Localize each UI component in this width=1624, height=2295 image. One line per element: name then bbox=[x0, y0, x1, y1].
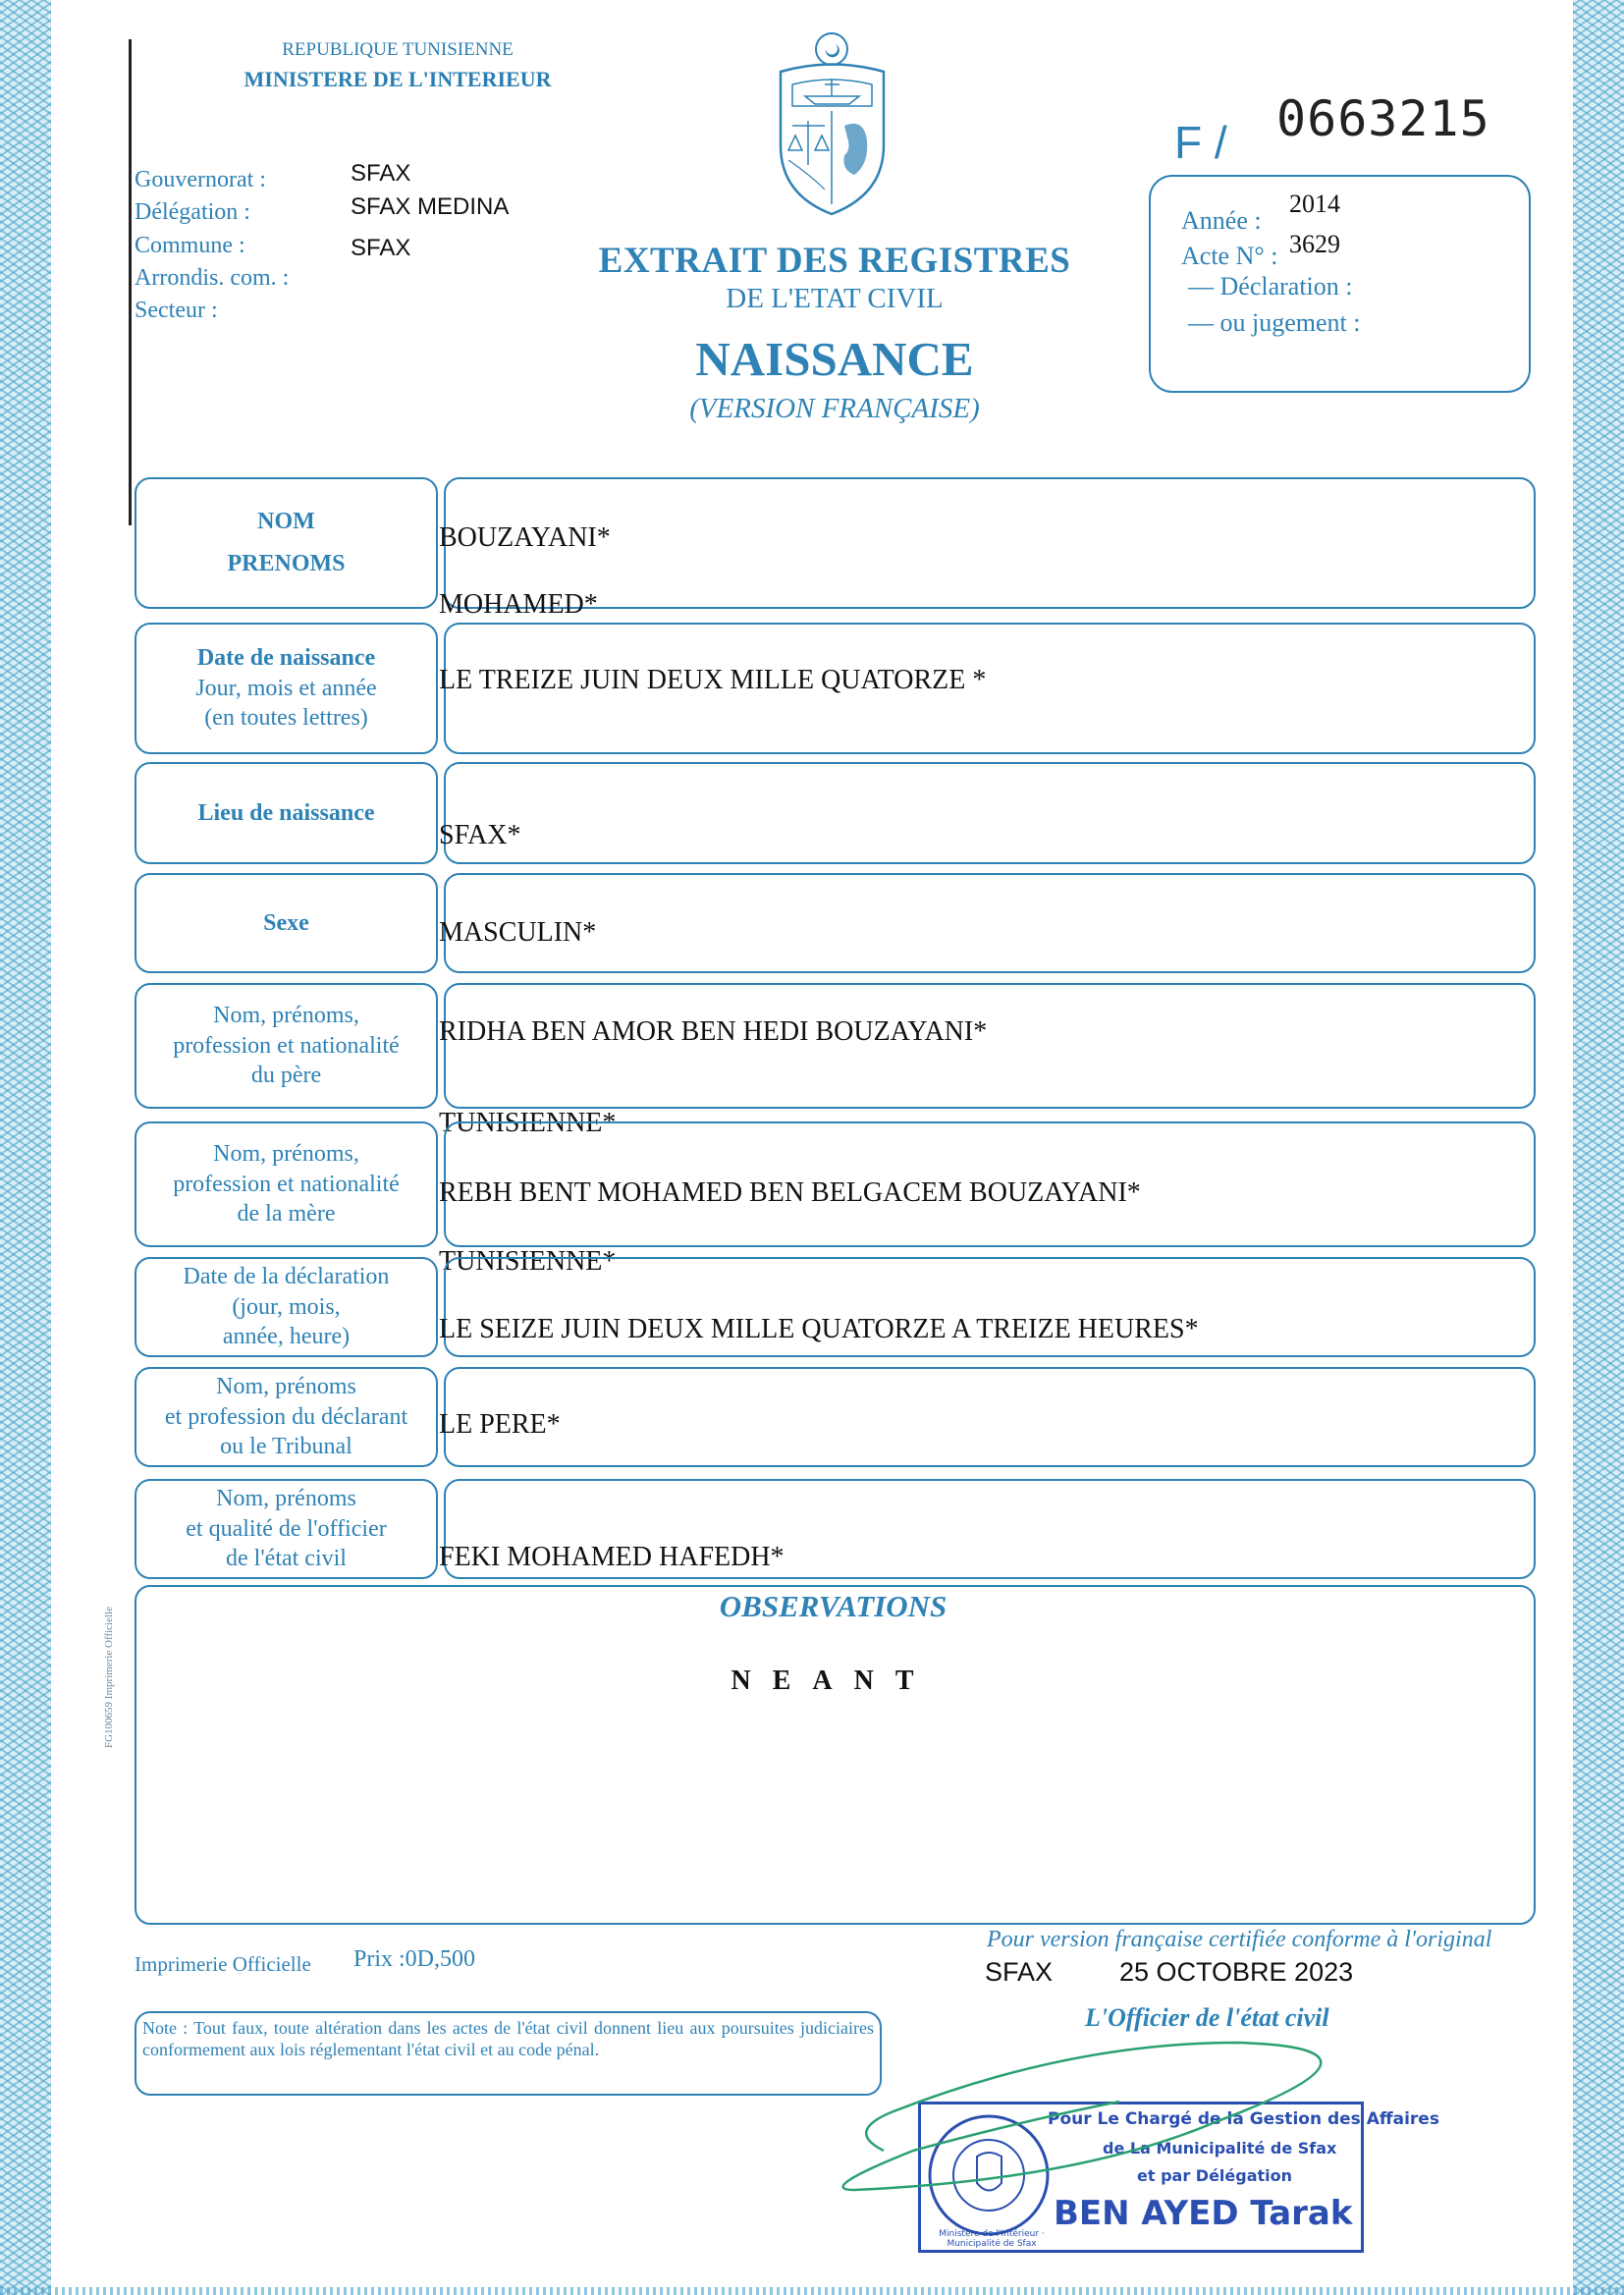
document-title-etat-civil: DE L'ETAT CIVIL bbox=[726, 283, 944, 314]
serial-number: 0663215 bbox=[1276, 90, 1490, 147]
mere-label-1: Nom, prénoms, bbox=[213, 1140, 359, 1167]
document-title-version: (VERSION FRANÇAISE) bbox=[689, 393, 980, 424]
declaration-date-label-2: (jour, mois, bbox=[232, 1293, 341, 1320]
declarant-value: LE PERE* bbox=[439, 1409, 561, 1440]
officier-value: FEKI MOHAMED HAFEDH* bbox=[439, 1542, 785, 1572]
prenoms-label: PRENOMS bbox=[227, 551, 346, 576]
pere-nationality: TUNISIENNE* bbox=[439, 1108, 617, 1138]
tunisia-coat-of-arms-emblem bbox=[771, 27, 893, 219]
commune-label: Commune : bbox=[135, 233, 245, 258]
prenom-value: MOHAMED* bbox=[439, 589, 598, 620]
acte-number-label: Acte N° : bbox=[1181, 242, 1278, 270]
mere-label-3: de la mère bbox=[237, 1201, 336, 1228]
legal-note-text: Note : Tout faux, toute altération dans les actes de l'état civil donnent lieu aux poursuites judiciaires conformement aux lois réglementant l'état civil et au code pénal. bbox=[142, 2018, 874, 2059]
guilloche-border-right bbox=[1573, 0, 1624, 2295]
dob-sublabel-1: Jour, mois et année bbox=[195, 675, 377, 701]
declarant-label-cell bbox=[135, 1367, 438, 1467]
mere-label-cell bbox=[135, 1121, 438, 1247]
document-title-registres: EXTRAIT DES REGISTRES bbox=[598, 241, 1071, 281]
signature-scribble bbox=[825, 2013, 1414, 2210]
secteur-label: Secteur : bbox=[135, 298, 218, 323]
dob-sublabel-2: (en toutes lettres) bbox=[204, 705, 368, 732]
side-print-code: FG100659 Imprimerie Officielle bbox=[103, 1607, 115, 1748]
lieu-value-cell bbox=[444, 762, 1536, 864]
ministry-heading: MINISTERE DE L'INTERIEUR bbox=[244, 67, 552, 91]
lieu-label: Lieu de naissance bbox=[197, 799, 375, 826]
delegation-value: SFAX MEDINA bbox=[351, 193, 510, 220]
seal-ring-text: Ministère de l'Intérieur · Municipalité de Sfax bbox=[939, 2229, 1045, 2249]
stamp-line-3: et par Délégation bbox=[1137, 2166, 1293, 2185]
sexe-value: MASCULIN* bbox=[439, 917, 597, 948]
mere-value: REBH BENT MOHAMED BEN BELGACEM BOUZAYANI* bbox=[439, 1177, 1141, 1208]
sexe-label: Sexe bbox=[263, 909, 309, 936]
price-label: Prix :0D,500 bbox=[353, 1946, 476, 1972]
arrondissement-label: Arrondis. com. : bbox=[135, 265, 290, 291]
declaration-label: — Déclaration : bbox=[1188, 272, 1353, 301]
declarant-value-cell bbox=[444, 1367, 1536, 1467]
observations-title: OBSERVATIONS bbox=[719, 1589, 947, 1623]
nom-value: BOUZAYANI* bbox=[439, 522, 611, 553]
footer-city: SFAX bbox=[985, 1957, 1054, 1987]
dob-label: Date de naissance bbox=[196, 644, 376, 671]
serial-prefix: F / bbox=[1174, 117, 1227, 168]
officier-label-3: de l'état civil bbox=[226, 1546, 347, 1572]
declarant-label-2: et profession du déclarant bbox=[164, 1403, 408, 1430]
mere-label-2: profession et nationalité bbox=[173, 1171, 400, 1197]
delegation-label: Délégation : bbox=[135, 199, 250, 225]
imprimerie-label: Imprimerie Officielle bbox=[135, 1952, 311, 1976]
republic-heading: REPUBLIQUE TUNISIENNE bbox=[282, 39, 514, 60]
pere-label-cell bbox=[135, 983, 438, 1109]
declarant-label-1: Nom, prénoms bbox=[216, 1373, 356, 1399]
observations-value: NEANT bbox=[731, 1666, 936, 1696]
lieu-value: SFAX* bbox=[439, 820, 521, 850]
officer-signature-label: L'Officier de l'état civil bbox=[1085, 2003, 1329, 2032]
sexe-label-cell bbox=[135, 873, 438, 973]
gouvernorat-label: Gouvernorat : bbox=[135, 167, 266, 192]
declaration-date-label-1: Date de la déclaration bbox=[183, 1263, 390, 1289]
declarant-label-3: ou le Tribunal bbox=[220, 1434, 352, 1460]
officier-label-2: et qualité de l'officier bbox=[186, 1515, 387, 1542]
declaration-date-value: LE SEIZE JUIN DEUX MILLE QUATORZE A TREIZE HEURES* bbox=[439, 1314, 1199, 1344]
footer-date: 25 OCTOBRE 2023 bbox=[1119, 1957, 1354, 1987]
document-title-naissance: NAISSANCE bbox=[695, 332, 974, 386]
annee-value: 2014 bbox=[1289, 190, 1340, 218]
officier-label-cell bbox=[135, 1479, 438, 1579]
pere-value: RIDHA BEN AMOR BEN HEDI BOUZAYANI* bbox=[439, 1016, 988, 1047]
certification-text: Pour version française certifiée conforme à l'original bbox=[987, 1927, 1492, 1952]
stamp-line-1: Pour Le Chargé de la Gestion des Affaires bbox=[1048, 2109, 1439, 2129]
guilloche-border-bottom bbox=[0, 2287, 1624, 2295]
dob-label-cell bbox=[135, 623, 438, 754]
declaration-date-label-3: année, heure) bbox=[222, 1324, 351, 1350]
sexe-value-cell bbox=[444, 873, 1536, 973]
nom-prenoms-label-cell bbox=[135, 477, 438, 609]
pere-label-1: Nom, prénoms, bbox=[213, 1002, 359, 1028]
mere-nationality: TUNISIENNE* bbox=[439, 1246, 617, 1277]
annee-label: Année : bbox=[1181, 206, 1262, 235]
gouvernorat-value: SFAX bbox=[351, 160, 411, 187]
stamp-line-2: de La Municipalité de Sfax bbox=[1103, 2139, 1337, 2158]
observations-box bbox=[135, 1585, 1536, 1925]
pere-label-2: profession et nationalité bbox=[173, 1032, 400, 1059]
officier-label-1: Nom, prénoms bbox=[216, 1485, 356, 1511]
jugement-label: — ou jugement : bbox=[1188, 308, 1361, 337]
guilloche-border-left bbox=[0, 0, 51, 2295]
stamp-name: BEN AYED Tarak bbox=[1054, 2194, 1353, 2233]
margin-rule bbox=[129, 39, 132, 525]
commune-value: SFAX bbox=[351, 235, 411, 261]
declaration-date-label-cell bbox=[135, 1257, 438, 1357]
dob-value: LE TREIZE JUIN DEUX MILLE QUATORZE * bbox=[439, 665, 987, 695]
acte-number-value: 3629 bbox=[1289, 230, 1340, 258]
pere-label-3: du père bbox=[250, 1063, 322, 1089]
nom-label: NOM bbox=[257, 509, 315, 535]
lieu-label-cell bbox=[135, 762, 438, 864]
